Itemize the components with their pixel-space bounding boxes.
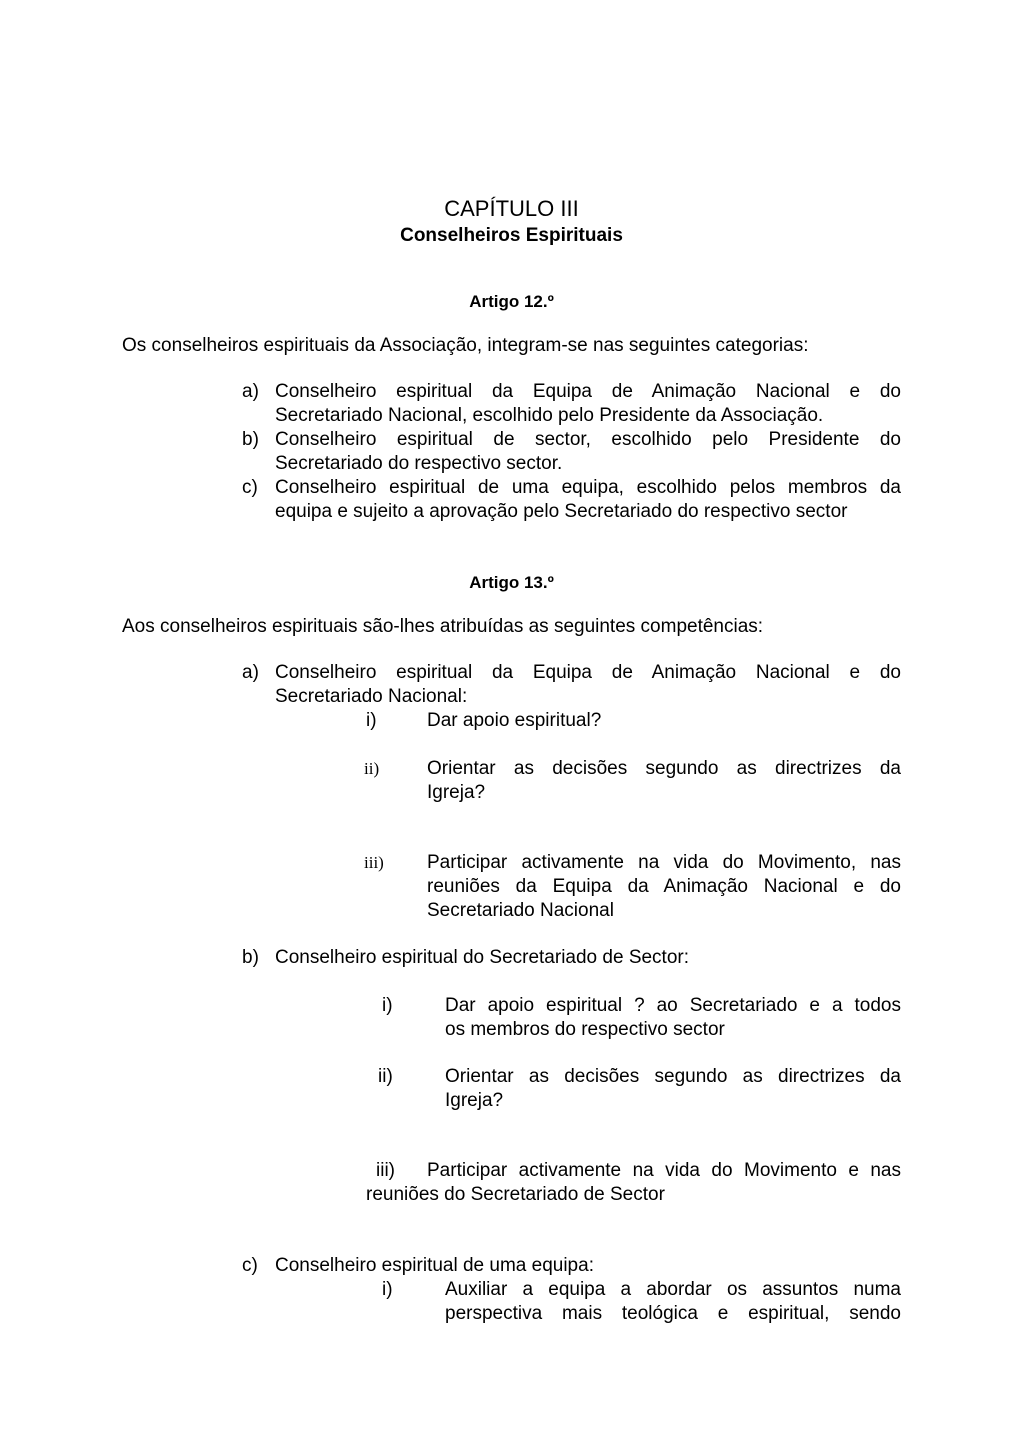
art12-item-b-marker: b)	[242, 429, 259, 450]
art13-a-sub-ii-line2: Igreja?	[427, 782, 486, 803]
art13-b-sub-iii-marker: iii)	[376, 1160, 395, 1181]
article-13-heading: Artigo 13.º	[469, 573, 554, 592]
art12-item-a-marker: a)	[242, 381, 259, 402]
art13-b-sub-i-line1: Dar apoio espiritual ? ao Secretariado e a todos	[445, 995, 901, 1016]
art13-item-b-marker: b)	[242, 947, 259, 968]
art13-a-sub-ii-line1: Orientar as decisões segundo as directrizes da	[427, 758, 901, 779]
art13-a-sub-iii-line3: Secretariado Nacional	[427, 900, 614, 921]
article-13-intro: Aos conselheiros espirituais são-lhes atribuídas as seguintes competências:	[122, 616, 764, 637]
art13-b-sub-ii-marker: ii)	[378, 1066, 393, 1087]
art13-item-b-line1: Conselheiro espiritual do Secretariado de Sector:	[275, 947, 690, 968]
art13-a-sub-i-line1: Dar apoio espiritual?	[427, 710, 602, 731]
art13-a-sub-iii-line1: Participar activamente na vida do Movimento, nas	[427, 852, 901, 873]
art13-b-sub-i-marker: i)	[382, 995, 393, 1016]
art13-item-c-marker: c)	[242, 1255, 258, 1276]
art12-item-b-line1: Conselheiro espiritual de sector, escolhido pelo Presidente do	[275, 429, 901, 450]
art13-item-a-line1: Conselheiro espiritual da Equipa de Animação Nacional e do	[275, 662, 901, 683]
art12-item-a-line1: Conselheiro espiritual da Equipa de Animação Nacional e do	[275, 381, 901, 402]
art12-item-c-marker: c)	[242, 477, 258, 498]
article-12-heading: Artigo 12.º	[469, 292, 554, 311]
art13-b-sub-iii-line2: reuniões do Secretariado de Sector	[366, 1184, 665, 1205]
art12-item-a-line2: Secretariado Nacional, escolhido pelo Presidente da Associação.	[275, 405, 824, 426]
art13-c-sub-i-line1: Auxiliar a equipa a abordar os assuntos numa	[445, 1279, 901, 1300]
article-12-intro: Os conselheiros espirituais da Associação, integram-se nas seguintes categorias:	[122, 335, 809, 356]
art13-item-a-marker: a)	[242, 662, 259, 683]
art13-b-sub-i-line2: os membros do respectivo sector	[445, 1019, 725, 1040]
art13-a-sub-i-marker: i)	[366, 710, 377, 731]
art13-a-sub-ii-marker: ii)	[364, 759, 380, 778]
art13-item-a-line2: Secretariado Nacional:	[275, 686, 468, 707]
chapter-subtitle: Conselheiros Espirituais	[400, 225, 623, 246]
art12-item-c-line2: equipa e sujeito a aprovação pelo Secretariado do respectivo sector	[275, 501, 848, 522]
art13-b-sub-ii-line1: Orientar as decisões segundo as directrizes da	[445, 1066, 901, 1087]
chapter-title: CAPÍTULO III	[444, 196, 579, 221]
art12-item-b-line2: Secretariado do respectivo sector.	[275, 453, 563, 474]
art13-item-c-line1: Conselheiro espiritual de uma equipa:	[275, 1255, 594, 1276]
art12-item-c-line1: Conselheiro espiritual de uma equipa, escolhido pelos membros da	[275, 477, 901, 498]
art13-c-sub-i-line2: perspectiva mais teológica e espiritual, sendo	[445, 1303, 901, 1324]
art13-a-sub-iii-marker: iii)	[364, 853, 384, 872]
art13-a-sub-iii-line2: reuniões da Equipa da Animação Nacional e do	[427, 876, 901, 897]
art13-c-sub-i-marker: i)	[382, 1279, 393, 1300]
art13-b-sub-iii-line1: Participar activamente na vida do Movimento e nas	[427, 1160, 901, 1181]
art13-b-sub-ii-line2: Igreja?	[445, 1090, 504, 1111]
